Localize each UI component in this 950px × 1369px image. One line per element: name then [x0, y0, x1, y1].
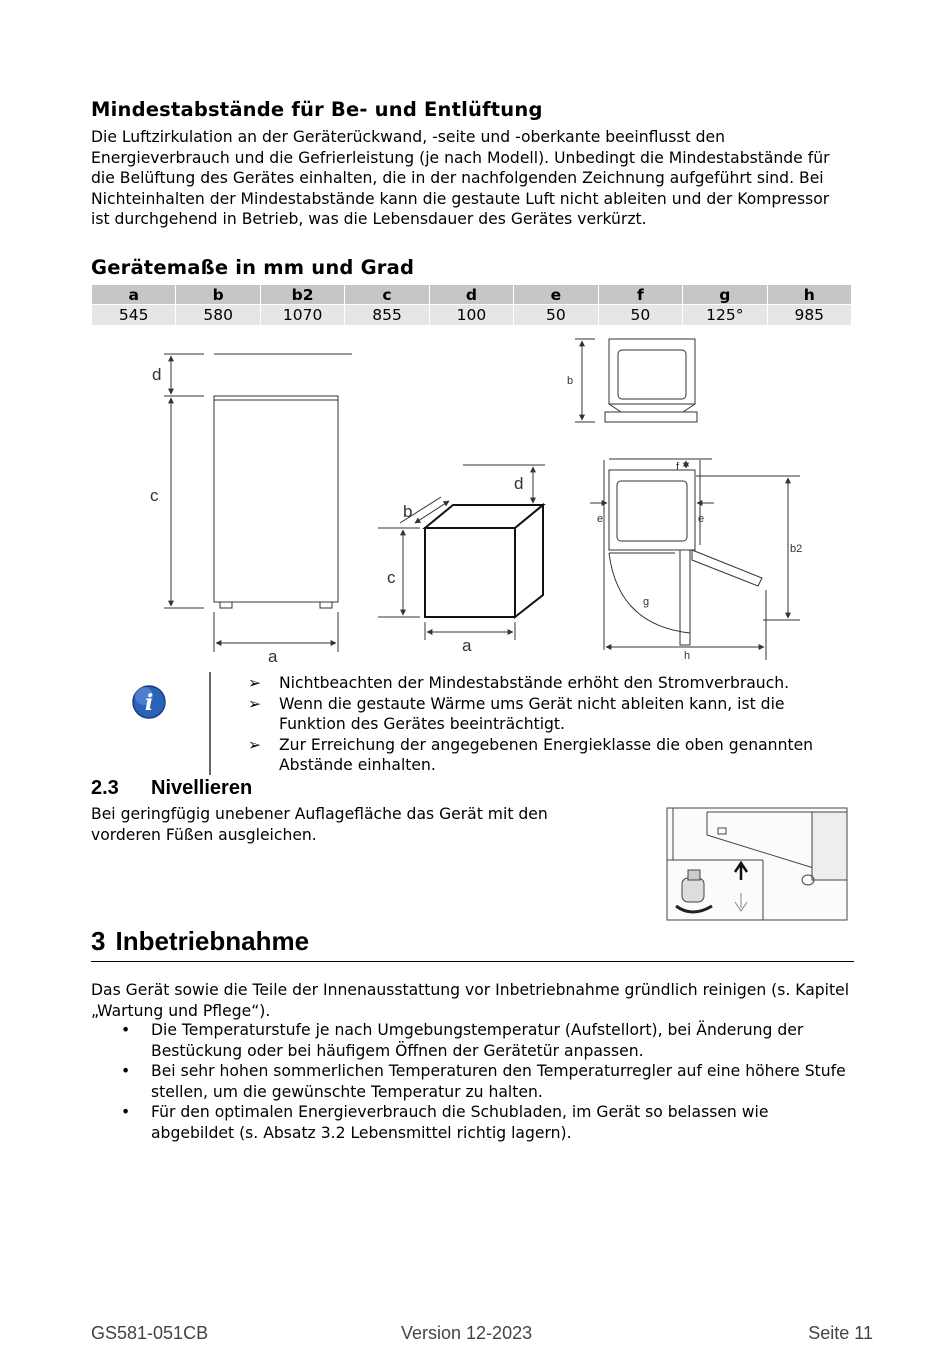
leveling-illustration	[667, 808, 847, 920]
arrow-bullet-icon: ➢	[248, 735, 262, 754]
dim-header: b2	[260, 285, 344, 305]
section-divider	[91, 961, 854, 962]
arrow-bullet-icon: ➢	[248, 674, 262, 692]
label-c-front: c	[150, 486, 159, 505]
section-title-text: Inbetriebnahme	[115, 926, 310, 956]
list-item	[248, 673, 848, 694]
label-a-front: a	[268, 647, 278, 666]
section-title-ventilation: Mindestabstände für Be- und Entlüftung	[91, 98, 543, 121]
list-item	[248, 694, 848, 735]
side-view-drawing	[575, 339, 697, 422]
info-icon	[133, 686, 165, 718]
dim-value: 545	[92, 305, 176, 326]
section-title-text: Nivellieren	[151, 777, 253, 799]
label-a-box: a	[462, 636, 472, 655]
dim-value: 985	[767, 305, 852, 326]
dim-value: 100	[429, 305, 513, 326]
bullet-icon: •	[121, 1062, 131, 1080]
label-h-top: h	[684, 650, 691, 662]
footer-model: GS581-051CB	[91, 1323, 209, 1343]
note-text: Wenn die gestaute Wärme ums Gerät nicht ableiten kann, ist die Funktion des Gerätes beeinträchtigt.	[279, 694, 785, 733]
label-d-box: d	[514, 474, 524, 493]
footer-version: Version 12-2023	[401, 1323, 533, 1343]
note-text: Nichtbeachten der Mindestabstände erhöht den Stromverbrauch.	[279, 674, 790, 692]
label-d-front: d	[152, 365, 162, 384]
dim-header: d	[429, 285, 513, 305]
section-number: 2.3	[91, 777, 119, 799]
label-e-left: e	[597, 513, 604, 525]
dim-header: f	[598, 285, 682, 305]
dim-header: a	[92, 285, 176, 305]
top-view-drawing	[590, 459, 803, 660]
list-item	[91, 1061, 851, 1102]
label-c-box: c	[387, 568, 396, 587]
dim-value: 50	[598, 305, 682, 326]
info-notes-list	[248, 673, 848, 776]
dim-value: 855	[345, 305, 429, 326]
dim-header: b	[176, 285, 260, 305]
label-b-box: b	[403, 502, 413, 521]
dim-header: c	[345, 285, 429, 305]
dim-header: h	[767, 285, 852, 305]
dim-value: 580	[176, 305, 260, 326]
front-view-drawing	[164, 354, 352, 652]
list-item	[248, 735, 848, 776]
dim-value: 1070	[260, 305, 344, 326]
startup-bullet-list	[91, 1020, 851, 1143]
label-g-top: g	[643, 596, 650, 608]
dim-value: 50	[514, 305, 598, 326]
list-item	[91, 1020, 851, 1061]
arrow-bullet-icon: ➢	[248, 694, 262, 713]
footer-page-number: Seite 11	[808, 1323, 873, 1343]
startup-intro-paragraph: Das Gerät sowie die Teile der Innenausstattung vor Inbetriebnahme gründlich reinigen (s. Kapitel „Wartung und Pflege“).	[91, 981, 850, 1020]
dim-header: e	[514, 285, 598, 305]
label-f-top: f	[676, 461, 680, 473]
bullet-icon: •	[121, 1103, 131, 1121]
section-title-dimensions: Gerätemaße in mm und Grad	[91, 256, 415, 279]
section-title-leveling	[91, 777, 252, 800]
bullet-text: Die Temperaturstufe je nach Umgebungstemperatur (Aufstellort), bei Änderung der Bestückung oder bei häufigem Öffnen der Gerätetür anpassen.	[151, 1021, 804, 1060]
bullet-icon: •	[121, 1021, 131, 1039]
svg-text:i: i	[144, 690, 154, 716]
label-e-right: e	[698, 513, 705, 525]
ventilation-paragraph: Die Luftzirkulation an der Geräterückwand, -seite und -oberkante beeinflusst den Energieverbrauch und die Gefrierleistung (je nach Modell). Unbedingt die Mindestabstände für die Belüftung des Gerätes einhalten, die in der nachfolgenden Zeichnung aufgeführt sind. Bei Nichteinhalten der Mindestabstände kann die gestaute Luft nicht ableiten und der Kompressor ist durchgehend in Betrieb, was die Lebensdauer des Gerätes verkürzt.	[91, 128, 830, 228]
section-number: 3	[91, 926, 106, 956]
note-text: Zur Erreichung der angegebenen Energieklasse die oben genannten Abstände einhalten.	[279, 735, 814, 774]
label-b2-top: b2	[790, 543, 803, 555]
dim-header: g	[683, 285, 767, 305]
section-title-startup	[91, 926, 309, 957]
dim-value: 125°	[683, 305, 767, 326]
label-b-side: b	[567, 375, 574, 387]
bullet-text: Bei sehr hohen sommerlichen Temperaturen den Temperaturregler auf eine höhere Stufe stellen, um die gewünschte Temperatur zu halten.	[151, 1062, 846, 1101]
list-item	[91, 1102, 851, 1143]
leveling-paragraph: Bei geringfügig unebener Auflagefläche das Gerät mit den vorderen Füßen ausgleichen.	[91, 805, 548, 844]
bullet-text: Für den optimalen Energieverbrauch die Schubladen, im Gerät so belassen wie abgebildet (s. Absatz 3.2 Lebensmittel richtig lagern).	[151, 1103, 769, 1142]
